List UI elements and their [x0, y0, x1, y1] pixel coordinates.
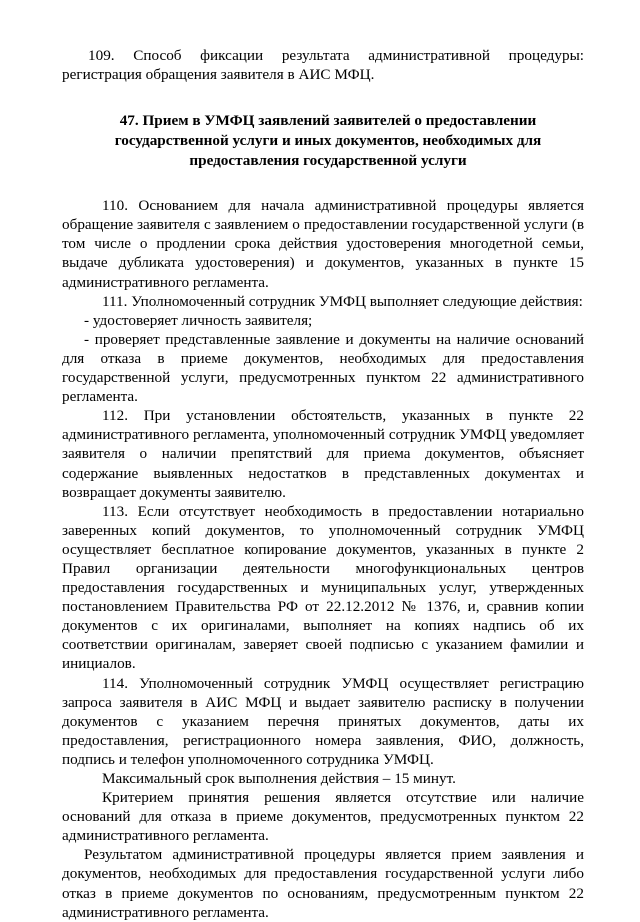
- paragraph-109: 109. Способ фиксации результата административной процедуры: регистрация обращения заявителя в АИС МФЦ.: [62, 47, 584, 84]
- paragraph-111-item-b: - проверяет представленные заявление и документы на наличие оснований для отказа в приеме документов, необходимых для предоставления государственной услуги, предусмотренных пунктом 22 административного регламента.: [62, 330, 584, 406]
- section-heading-47: 47. Прием в УМФЦ заявлений заявителей о предоставлении государственной услуги и иных документов, необходимых для предоставления государственной услуги: [114, 112, 542, 170]
- paragraph-114: 114. Уполномоченный сотрудник УМФЦ осуществляет регистрацию запроса заявителя в АИС МФЦ и выдает заявителю расписку в получении документов с указанием перечня принятых документов, даты их предоставления, регистрационного номера заявления, ФИО, должность, подпись и телефон уполномоченного сотрудника УМФЦ.: [62, 674, 584, 768]
- paragraph-112: 112. При установлении обстоятельств, указанных в пункте 22 административного регламента, уполномоченный сотрудник УМФЦ уведомляет заявителя о наличии препятствий для приема документов, объясняет содержание выявленных недостатков в представленных документах и возвращает документы заявителю.: [62, 407, 584, 501]
- paragraph-111-item-a: - удостоверяет личность заявителя;: [84, 311, 313, 329]
- paragraph-result: Результатом административной процедуры является прием заявления и документов, необходимых для предоставления государственной услуги либо отказ в приеме документов по основаниям, предусмотренным пунктом 22 административного регламента.: [62, 846, 584, 921]
- paragraph-111: 111. Уполномоченный сотрудник УМФЦ выполняет следующие действия:: [102, 292, 583, 310]
- paragraph-criterion: Критерием принятия решения является отсутствие или наличие оснований для отказа в приеме документов, предусмотренных пунктом 22 административного регламента.: [62, 789, 584, 845]
- paragraph-max-time: Максимальный срок выполнения действия – 15 минут.: [102, 770, 456, 787]
- paragraph-110: 110. Основанием для начала административной процедуры является обращение заявителя с заявлением о предоставлении государственной услуги (в том числе о продлении срока действия удостоверения многодетной семьи, выдаче дубликата удостоверения) и документов, указанных в пункте 15 административного регламента.: [62, 197, 584, 291]
- paragraph-113: 113. Если отсутствует необходимость в предоставлении нотариально заверенных копий документов, то уполномоченный сотрудник УМФЦ осуществляет бесплатное копирование документов, указанных в пункте 2 Правил организации деятельности многофункциональных центров предоставления государственных и муниципальных услуг, утвержденных постановлением Правительства РФ от 22.12.2012 № 1376, и, сравнив копии документов с их оригиналами, выполняет на копиях надпись об их соответствии оригиналам, заверяет своей подписью с указанием фамилии и инициалов.: [62, 502, 584, 673]
- document-page: [62, 46, 584, 922]
